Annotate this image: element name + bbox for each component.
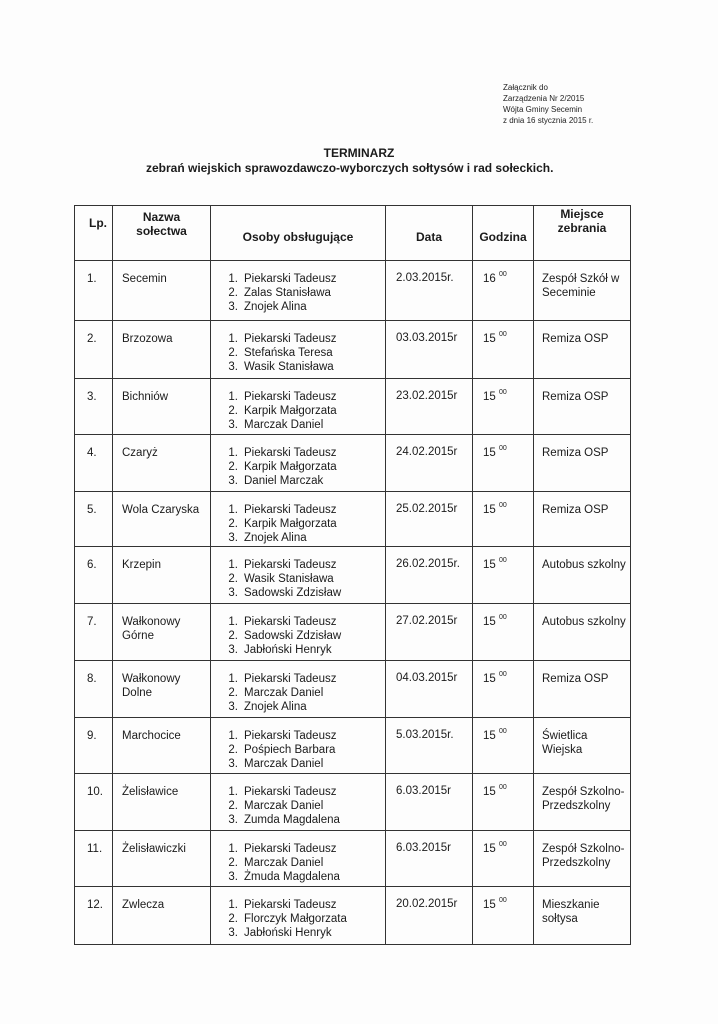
person-item: [211, 572, 385, 586]
person-item: [211, 460, 385, 474]
person-number: 1.: [228, 273, 238, 285]
header-miejsce-line2: zebrania: [557, 221, 607, 235]
persons-list: [211, 503, 385, 545]
minutes: 00: [499, 728, 507, 735]
person-name: Marczak Daniel: [244, 687, 324, 699]
row-data: 25.02.2015r: [386, 492, 473, 547]
person-item: [211, 360, 385, 374]
row-data: 6.03.2015r: [386, 831, 473, 887]
person-item: [211, 404, 385, 418]
row-osoby: [211, 774, 386, 831]
row-nazwa: Żelisławiczki: [113, 831, 211, 887]
header-nazwa: [113, 206, 211, 261]
table-header-row: [75, 206, 631, 261]
persons-list: [211, 390, 385, 432]
row-miejsce: Zespół Szkół w Seceminie: [534, 261, 631, 321]
person-item: [211, 686, 385, 700]
row-godzina: [473, 435, 534, 492]
row-lp: 12.: [75, 887, 113, 945]
person-number: 2.: [228, 461, 238, 473]
person-name: Piekarski Tadeusz: [244, 273, 337, 285]
person-name: Piekarski Tadeusz: [244, 673, 337, 685]
person-name: Zumda Magdalena: [244, 814, 340, 826]
person-name: Marczak Daniel: [244, 800, 324, 812]
row-godzina: [473, 887, 534, 945]
person-number: 2.: [228, 405, 238, 417]
row-miejsce: Autobus szkolny: [534, 604, 631, 661]
hour: 15: [483, 730, 496, 742]
hour: 15: [483, 447, 496, 459]
person-name: Piekarski Tadeusz: [244, 504, 337, 516]
row-lp: 3.: [75, 379, 113, 435]
document-subtitle: zebrań wiejskich sprawozdawczo-wyborczych sołtysów i rad sołeckich.: [146, 161, 554, 175]
persons-list: [211, 558, 385, 600]
person-number: 2.: [228, 857, 238, 869]
person-name: Karpik Małgorzata: [244, 518, 337, 530]
hour: 15: [483, 899, 496, 911]
minutes: 00: [499, 557, 507, 564]
person-number: 2.: [228, 800, 238, 812]
row-osoby: [211, 831, 386, 887]
attachment-note: [503, 82, 593, 126]
person-name: Zalas Stanisława: [244, 287, 331, 299]
table-row: [75, 435, 631, 492]
row-data: 03.03.2015r: [386, 321, 473, 379]
person-number: 1.: [228, 391, 238, 403]
row-osoby: [211, 492, 386, 547]
person-name: Marczak Daniel: [244, 857, 324, 869]
hour: 15: [483, 673, 496, 685]
person-name: Znojek Alina: [244, 532, 307, 544]
table-row: [75, 547, 631, 604]
row-data: 27.02.2015r: [386, 604, 473, 661]
row-nazwa: Zwlecza: [113, 887, 211, 945]
row-miejsce: Świetlica Wiejska: [534, 718, 631, 774]
schedule-table: [74, 205, 631, 945]
person-name: Piekarski Tadeusz: [244, 391, 337, 403]
person-item: [211, 418, 385, 432]
row-lp: 7.: [75, 604, 113, 661]
header-data: Data: [386, 206, 473, 261]
row-lp: 11.: [75, 831, 113, 887]
person-name: Piekarski Tadeusz: [244, 786, 337, 798]
minutes: 00: [499, 502, 507, 509]
persons-list: [211, 842, 385, 884]
person-number: 1.: [228, 730, 238, 742]
person-number: 1.: [228, 843, 238, 855]
attachment-line: z dnia 16 stycznia 2015 r.: [503, 116, 594, 125]
person-number: 2.: [228, 630, 238, 642]
person-name: Sadowski Zdzisław: [244, 587, 342, 599]
person-name: Piekarski Tadeusz: [244, 333, 337, 345]
row-godzina: [473, 718, 534, 774]
hour: 15: [483, 616, 496, 628]
person-name: Wasik Stanisława: [244, 361, 334, 373]
row-data: 24.02.2015r: [386, 435, 473, 492]
person-item: [211, 474, 385, 488]
person-number: 2.: [228, 518, 238, 530]
row-data: 23.02.2015r: [386, 379, 473, 435]
row-godzina: [473, 261, 534, 321]
person-item: [211, 558, 385, 572]
header-godzina: Godzina: [473, 206, 534, 261]
person-item: [211, 926, 385, 940]
person-number: 3.: [228, 532, 238, 544]
person-number: 3.: [228, 419, 238, 431]
row-data: 6.03.2015r: [386, 774, 473, 831]
row-nazwa: Wałkonowy Górne: [113, 604, 211, 661]
person-item: [211, 615, 385, 629]
person-name: Jabłoński Henryk: [244, 927, 332, 939]
person-item: [211, 586, 385, 600]
row-miejsce: Remiza OSP: [534, 661, 631, 718]
person-name: Znojek Alina: [244, 301, 307, 313]
table-row: [75, 321, 631, 379]
person-number: 1.: [228, 504, 238, 516]
header-nazwa-line1: Nazwa: [142, 210, 181, 224]
person-item: [211, 446, 385, 460]
row-osoby: [211, 261, 386, 321]
person-item: [211, 629, 385, 643]
row-lp: 8.: [75, 661, 113, 718]
row-miejsce: Zespół Szkolno-Przedszkolny: [534, 774, 631, 831]
row-godzina: [473, 379, 534, 435]
row-miejsce: Remiza OSP: [534, 321, 631, 379]
person-name: Piekarski Tadeusz: [244, 559, 337, 571]
person-name: Pośpiech Barbara: [244, 744, 336, 756]
persons-list: [211, 898, 385, 940]
person-item: [211, 729, 385, 743]
person-name: Piekarski Tadeusz: [244, 447, 337, 459]
persons-list: [211, 446, 385, 488]
person-item: [211, 743, 385, 757]
person-item: [211, 272, 385, 286]
attachment-line: Zarządzenia Nr 2/2015: [503, 94, 585, 103]
person-number: 3.: [228, 587, 238, 599]
row-godzina: [473, 661, 534, 718]
person-number: 1.: [228, 786, 238, 798]
document-title: TERMINARZ: [323, 146, 395, 160]
person-item: [211, 346, 385, 360]
person-name: Sadowski Zdzisław: [244, 630, 342, 642]
table-row: [75, 661, 631, 718]
hour: 15: [483, 391, 496, 403]
table-row: [75, 261, 631, 321]
row-osoby: [211, 435, 386, 492]
persons-list: [211, 785, 385, 827]
person-item: [211, 813, 385, 827]
person-name: Daniel Marczak: [244, 475, 324, 487]
row-godzina: [473, 604, 534, 661]
attachment-line: Wójta Gminy Secemin: [503, 105, 583, 114]
person-item: [211, 700, 385, 714]
minutes: 00: [499, 271, 507, 278]
person-number: 3.: [228, 758, 238, 770]
person-name: Żmuda Magdalena: [244, 871, 340, 883]
row-data: 04.03.2015r: [386, 661, 473, 718]
person-name: Piekarski Tadeusz: [244, 730, 337, 742]
row-osoby: [211, 604, 386, 661]
person-item: [211, 332, 385, 346]
row-nazwa: Żelisławice: [113, 774, 211, 831]
hour: 15: [483, 559, 496, 571]
table-row: [75, 492, 631, 547]
person-name: Karpik Małgorzata: [244, 461, 337, 473]
person-item: [211, 799, 385, 813]
row-godzina: [473, 774, 534, 831]
row-osoby: [211, 887, 386, 945]
row-osoby: [211, 661, 386, 718]
person-number: 3.: [228, 814, 238, 826]
person-name: Wasik Stanisława: [244, 573, 334, 585]
row-godzina: [473, 547, 534, 604]
person-name: Marczak Daniel: [244, 419, 324, 431]
row-miejsce: Remiza OSP: [534, 435, 631, 492]
person-item: [211, 531, 385, 545]
row-miejsce: Remiza OSP: [534, 379, 631, 435]
row-godzina: [473, 321, 534, 379]
row-data: 26.02.2015r.: [386, 547, 473, 604]
person-number: 2.: [228, 573, 238, 585]
persons-list: [211, 615, 385, 657]
minutes: 00: [499, 897, 507, 904]
row-lp: 6.: [75, 547, 113, 604]
row-lp: 5.: [75, 492, 113, 547]
person-number: 3.: [228, 475, 238, 487]
table-row: [75, 604, 631, 661]
row-data: 5.03.2015r.: [386, 718, 473, 774]
header-miejsce: [534, 206, 631, 261]
table-row: [75, 774, 631, 831]
person-name: Karpik Małgorzata: [244, 405, 337, 417]
row-godzina: [473, 492, 534, 547]
minutes: 00: [499, 841, 507, 848]
attachment-line: Załącznik do: [503, 83, 548, 92]
row-nazwa: Wola Czaryska: [113, 492, 211, 547]
row-osoby: [211, 547, 386, 604]
persons-list: [211, 672, 385, 714]
person-number: 3.: [228, 361, 238, 373]
person-name: Piekarski Tadeusz: [244, 843, 337, 855]
person-item: [211, 517, 385, 531]
person-item: [211, 856, 385, 870]
person-number: 1.: [228, 899, 238, 911]
persons-list: [211, 332, 385, 374]
person-number: 2.: [228, 287, 238, 299]
person-number: 2.: [228, 913, 238, 925]
row-data: 20.02.2015r: [386, 887, 473, 945]
table-row: [75, 718, 631, 774]
person-item: [211, 870, 385, 884]
person-item: [211, 842, 385, 856]
header-nazwa-line2: sołectwa: [136, 224, 187, 238]
header-miejsce-line1: Miejsce: [560, 207, 604, 221]
row-miejsce: Remiza OSP: [534, 492, 631, 547]
header-lp: Lp.: [75, 206, 113, 261]
person-number: 1.: [228, 559, 238, 571]
person-number: 3.: [228, 701, 238, 713]
person-number: 1.: [228, 447, 238, 459]
row-nazwa: Marchocice: [113, 718, 211, 774]
person-item: [211, 912, 385, 926]
person-item: [211, 503, 385, 517]
row-data: 2.03.2015r.: [386, 261, 473, 321]
row-osoby: [211, 718, 386, 774]
person-item: [211, 300, 385, 314]
table-row: [75, 831, 631, 887]
row-miejsce: Mieszkanie sołtysa: [534, 887, 631, 945]
person-number: 2.: [228, 347, 238, 359]
person-number: 3.: [228, 301, 238, 313]
person-name: Znojek Alina: [244, 701, 307, 713]
row-osoby: [211, 379, 386, 435]
person-number: 3.: [228, 644, 238, 656]
person-number: 3.: [228, 927, 238, 939]
row-godzina: [473, 831, 534, 887]
person-name: Florczyk Małgorzata: [244, 913, 347, 925]
row-osoby: [211, 321, 386, 379]
person-item: [211, 785, 385, 799]
person-number: 3.: [228, 871, 238, 883]
table-row: [75, 887, 631, 945]
row-nazwa: Secemin: [113, 261, 211, 321]
person-number: 1.: [228, 333, 238, 345]
person-number: 1.: [228, 616, 238, 628]
hour: 15: [483, 786, 496, 798]
hour: 15: [483, 504, 496, 516]
row-nazwa: Bichniów: [113, 379, 211, 435]
hour: 15: [483, 843, 496, 855]
row-miejsce: Zespół Szkolno-Przedszkolny: [534, 831, 631, 887]
person-item: [211, 757, 385, 771]
row-nazwa: Wałkonowy Dolne: [113, 661, 211, 718]
row-nazwa: Brzozowa: [113, 321, 211, 379]
person-name: Piekarski Tadeusz: [244, 616, 337, 628]
person-item: [211, 286, 385, 300]
minutes: 00: [499, 445, 507, 452]
person-item: [211, 898, 385, 912]
row-nazwa: Krzepin: [113, 547, 211, 604]
hour: 15: [483, 333, 496, 345]
row-nazwa: Czaryż: [113, 435, 211, 492]
person-name: Piekarski Tadeusz: [244, 899, 337, 911]
person-name: Marczak Daniel: [244, 758, 324, 770]
minutes: 00: [499, 784, 507, 791]
minutes: 00: [499, 671, 507, 678]
row-lp: 1.: [75, 261, 113, 321]
row-lp: 4.: [75, 435, 113, 492]
person-item: [211, 390, 385, 404]
persons-list: [211, 729, 385, 771]
person-number: 1.: [228, 673, 238, 685]
hour: 16: [483, 273, 496, 285]
persons-list: [211, 272, 385, 314]
person-number: 2.: [228, 744, 238, 756]
person-item: [211, 643, 385, 657]
minutes: 00: [499, 389, 507, 396]
minutes: 00: [499, 614, 507, 621]
person-number: 2.: [228, 687, 238, 699]
row-miejsce: Autobus szkolny: [534, 547, 631, 604]
table-row: [75, 379, 631, 435]
minutes: 00: [499, 331, 507, 338]
person-name: Stefańska Teresa: [244, 347, 333, 359]
row-lp: 10.: [75, 774, 113, 831]
header-osoby: Osoby obsługujące: [211, 206, 386, 261]
row-lp: 9.: [75, 718, 113, 774]
person-item: [211, 672, 385, 686]
person-name: Jabłoński Henryk: [244, 644, 332, 656]
row-lp: 2.: [75, 321, 113, 379]
